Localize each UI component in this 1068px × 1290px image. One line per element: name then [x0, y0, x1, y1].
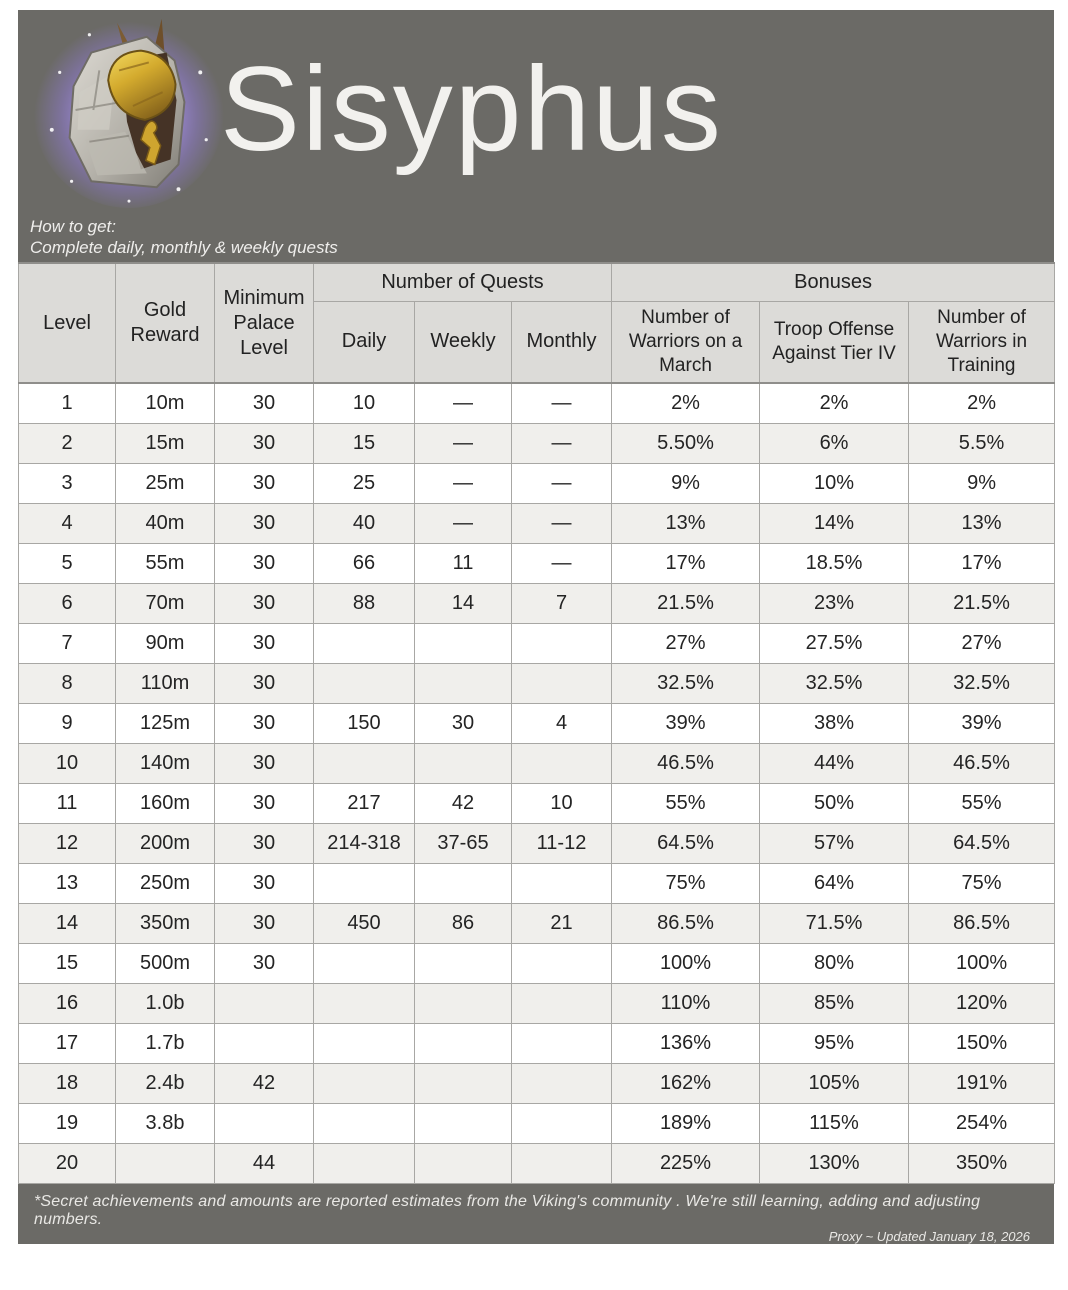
cell-gold-reward: 160m: [116, 783, 215, 823]
column-header-troop-offense-tier4: Troop Offense Against Tier IV: [760, 301, 909, 383]
cell-level: 12: [19, 823, 116, 863]
boulder-rock-icon: [30, 10, 228, 210]
cell-troop-offense-tier4-bonus: 50%: [760, 783, 909, 823]
cell-weekly-quests: —: [415, 503, 512, 543]
cell-warriors-in-training-bonus: 13%: [909, 503, 1055, 543]
cell-warriors-on-march-bonus: 55%: [612, 783, 760, 823]
cell-warriors-on-march-bonus: 189%: [612, 1103, 760, 1143]
table-header: [19, 263, 1055, 383]
cell-gold-reward: 125m: [116, 703, 215, 743]
cell-troop-offense-tier4-bonus: 95%: [760, 1023, 909, 1063]
table-row: [19, 903, 1055, 943]
column-header-warriors-on-march: Number of Warriors on a March: [612, 301, 760, 383]
cell-level: 18: [19, 1063, 116, 1103]
cell-troop-offense-tier4-bonus: 18.5%: [760, 543, 909, 583]
table-row: [19, 1143, 1055, 1183]
cell-troop-offense-tier4-bonus: 44%: [760, 743, 909, 783]
cell-weekly-quests: —: [415, 463, 512, 503]
cell-level: 4: [19, 503, 116, 543]
cell-warriors-on-march-bonus: 17%: [612, 543, 760, 583]
cell-weekly-quests: [415, 1063, 512, 1103]
table-row: [19, 823, 1055, 863]
cell-monthly-quests: [512, 1143, 612, 1183]
cell-daily-quests: [314, 663, 415, 703]
cell-monthly-quests: [512, 623, 612, 663]
cell-weekly-quests: 37-65: [415, 823, 512, 863]
cell-weekly-quests: [415, 1143, 512, 1183]
cell-daily-quests: 66: [314, 543, 415, 583]
cell-level: 5: [19, 543, 116, 583]
cell-warriors-on-march-bonus: 27%: [612, 623, 760, 663]
cell-gold-reward: 10m: [116, 383, 215, 423]
cell-warriors-in-training-bonus: 86.5%: [909, 903, 1055, 943]
cell-gold-reward: 140m: [116, 743, 215, 783]
cell-warriors-on-march-bonus: 64.5%: [612, 823, 760, 863]
table-row: [19, 1023, 1055, 1063]
cell-monthly-quests: 21: [512, 903, 612, 943]
cell-troop-offense-tier4-bonus: 6%: [760, 423, 909, 463]
cell-palace-level: 30: [215, 863, 314, 903]
cell-level: 19: [19, 1103, 116, 1143]
cell-daily-quests: [314, 943, 415, 983]
cell-palace-level: 30: [215, 903, 314, 943]
cell-weekly-quests: —: [415, 423, 512, 463]
cell-daily-quests: [314, 623, 415, 663]
cell-weekly-quests: 11: [415, 543, 512, 583]
cell-daily-quests: 150: [314, 703, 415, 743]
credit-line: Proxy ~ Updated January 18, 2026: [828, 1228, 1030, 1244]
cell-monthly-quests: [512, 663, 612, 703]
cell-daily-quests: [314, 1143, 415, 1183]
cell-daily-quests: [314, 863, 415, 903]
cell-weekly-quests: 14: [415, 583, 512, 623]
cell-weekly-quests: [415, 943, 512, 983]
table-row: [19, 463, 1055, 503]
group-header-number-of-quests: Number of Quests: [314, 263, 612, 301]
how-to-get: [30, 216, 338, 258]
cell-palace-level: 30: [215, 823, 314, 863]
footnote: *Secret achievements and amounts are reported estimates from the Viking's community . We're still learning, adding and adjusting numbers.: [34, 1192, 981, 1228]
cell-daily-quests: [314, 1103, 415, 1143]
cell-monthly-quests: —: [512, 423, 612, 463]
cell-gold-reward: 55m: [116, 543, 215, 583]
column-header-palace-level: Minimum Palace Level: [215, 263, 314, 383]
cell-warriors-on-march-bonus: 136%: [612, 1023, 760, 1063]
column-header-warriors-in-training: Number of Warriors in Training: [909, 301, 1055, 383]
cell-palace-level: 30: [215, 503, 314, 543]
column-header-monthly: Monthly: [512, 301, 612, 383]
cell-monthly-quests: —: [512, 383, 612, 423]
cell-daily-quests: 15: [314, 423, 415, 463]
cell-daily-quests: 88: [314, 583, 415, 623]
cell-warriors-in-training-bonus: 100%: [909, 943, 1055, 983]
cell-monthly-quests: [512, 943, 612, 983]
cell-level: 14: [19, 903, 116, 943]
cell-gold-reward: 3.8b: [116, 1103, 215, 1143]
cell-monthly-quests: —: [512, 463, 612, 503]
cell-gold-reward: 15m: [116, 423, 215, 463]
cell-warriors-on-march-bonus: 100%: [612, 943, 760, 983]
cell-daily-quests: [314, 1023, 415, 1063]
cell-level: 13: [19, 863, 116, 903]
cell-palace-level: 30: [215, 623, 314, 663]
cell-level: 15: [19, 943, 116, 983]
cell-warriors-in-training-bonus: 2%: [909, 383, 1055, 423]
cell-weekly-quests: [415, 663, 512, 703]
cell-warriors-on-march-bonus: 46.5%: [612, 743, 760, 783]
cell-level: 2: [19, 423, 116, 463]
table-row: [19, 543, 1055, 583]
table-row: [19, 383, 1055, 423]
footer: [18, 1184, 1054, 1244]
cell-monthly-quests: [512, 983, 612, 1023]
table-row: [19, 1103, 1055, 1143]
cell-palace-level: [215, 983, 314, 1023]
cell-palace-level: 30: [215, 583, 314, 623]
cell-gold-reward: 350m: [116, 903, 215, 943]
cell-palace-level: 30: [215, 543, 314, 583]
cell-level: 7: [19, 623, 116, 663]
table-row: [19, 983, 1055, 1023]
cell-warriors-in-training-bonus: 75%: [909, 863, 1055, 903]
how-to-get-label: How to get:: [30, 217, 116, 236]
cell-warriors-in-training-bonus: 46.5%: [909, 743, 1055, 783]
cell-warriors-on-march-bonus: 75%: [612, 863, 760, 903]
cell-weekly-quests: [415, 983, 512, 1023]
table-row: [19, 743, 1055, 783]
cell-palace-level: [215, 1023, 314, 1063]
cell-weekly-quests: 86: [415, 903, 512, 943]
cell-warriors-in-training-bonus: 191%: [909, 1063, 1055, 1103]
cell-gold-reward: 90m: [116, 623, 215, 663]
cell-warriors-on-march-bonus: 39%: [612, 703, 760, 743]
cell-warriors-in-training-bonus: 150%: [909, 1023, 1055, 1063]
column-header-level: Level: [19, 263, 116, 383]
cell-daily-quests: [314, 743, 415, 783]
cell-gold-reward: 110m: [116, 663, 215, 703]
page-title: Sisyphus: [220, 42, 723, 176]
hero-banner: [18, 10, 1054, 262]
cell-warriors-on-march-bonus: 13%: [612, 503, 760, 543]
cell-palace-level: 30: [215, 783, 314, 823]
cell-warriors-in-training-bonus: 9%: [909, 463, 1055, 503]
column-header-gold-reward: Gold Reward: [116, 263, 215, 383]
cell-level: 16: [19, 983, 116, 1023]
cell-troop-offense-tier4-bonus: 115%: [760, 1103, 909, 1143]
cell-troop-offense-tier4-bonus: 38%: [760, 703, 909, 743]
cell-monthly-quests: 10: [512, 783, 612, 823]
cell-weekly-quests: 42: [415, 783, 512, 823]
page: [18, 10, 1054, 1244]
cell-monthly-quests: [512, 863, 612, 903]
cell-monthly-quests: —: [512, 503, 612, 543]
cell-gold-reward: 1.0b: [116, 983, 215, 1023]
how-to-get-value: Complete daily, monthly & weekly quests: [30, 238, 338, 257]
table-row: [19, 703, 1055, 743]
table-row: [19, 503, 1055, 543]
cell-level: 10: [19, 743, 116, 783]
cell-gold-reward: [116, 1143, 215, 1183]
table-row: [19, 423, 1055, 463]
cell-warriors-on-march-bonus: 9%: [612, 463, 760, 503]
cell-troop-offense-tier4-bonus: 71.5%: [760, 903, 909, 943]
cell-weekly-quests: [415, 623, 512, 663]
cell-palace-level: 30: [215, 463, 314, 503]
table-row: [19, 863, 1055, 903]
cell-troop-offense-tier4-bonus: 23%: [760, 583, 909, 623]
cell-warriors-on-march-bonus: 225%: [612, 1143, 760, 1183]
cell-warriors-in-training-bonus: 21.5%: [909, 583, 1055, 623]
cell-daily-quests: [314, 983, 415, 1023]
cell-level: 6: [19, 583, 116, 623]
cell-warriors-on-march-bonus: 21.5%: [612, 583, 760, 623]
table-row: [19, 943, 1055, 983]
cell-warriors-in-training-bonus: 5.5%: [909, 423, 1055, 463]
sisyphus-achievement-icon: [30, 10, 228, 210]
cell-warriors-in-training-bonus: 350%: [909, 1143, 1055, 1183]
cell-palace-level: 30: [215, 423, 314, 463]
cell-warriors-on-march-bonus: 32.5%: [612, 663, 760, 703]
cell-monthly-quests: 7: [512, 583, 612, 623]
cell-daily-quests: 10: [314, 383, 415, 423]
cell-level: 11: [19, 783, 116, 823]
cell-daily-quests: 217: [314, 783, 415, 823]
sisyphus-levels-table: [18, 262, 1055, 1184]
cell-troop-offense-tier4-bonus: 14%: [760, 503, 909, 543]
cell-warriors-on-march-bonus: 86.5%: [612, 903, 760, 943]
cell-daily-quests: 214-318: [314, 823, 415, 863]
cell-gold-reward: 25m: [116, 463, 215, 503]
cell-warriors-in-training-bonus: 17%: [909, 543, 1055, 583]
cell-warriors-on-march-bonus: 162%: [612, 1063, 760, 1103]
cell-weekly-quests: 30: [415, 703, 512, 743]
cell-troop-offense-tier4-bonus: 85%: [760, 983, 909, 1023]
cell-gold-reward: 200m: [116, 823, 215, 863]
cell-daily-quests: 25: [314, 463, 415, 503]
cell-palace-level: 44: [215, 1143, 314, 1183]
group-header-bonuses: Bonuses: [612, 263, 1055, 301]
cell-daily-quests: 450: [314, 903, 415, 943]
column-header-daily: Daily: [314, 301, 415, 383]
cell-troop-offense-tier4-bonus: 27.5%: [760, 623, 909, 663]
table-row: [19, 783, 1055, 823]
cell-warriors-in-training-bonus: 55%: [909, 783, 1055, 823]
cell-gold-reward: 500m: [116, 943, 215, 983]
cell-gold-reward: 2.4b: [116, 1063, 215, 1103]
cell-level: 9: [19, 703, 116, 743]
cell-warriors-on-march-bonus: 110%: [612, 983, 760, 1023]
cell-palace-level: 30: [215, 383, 314, 423]
cell-monthly-quests: —: [512, 543, 612, 583]
cell-weekly-quests: [415, 1023, 512, 1063]
cell-monthly-quests: [512, 1023, 612, 1063]
cell-palace-level: 30: [215, 743, 314, 783]
cell-warriors-in-training-bonus: 120%: [909, 983, 1055, 1023]
table-row: [19, 663, 1055, 703]
cell-palace-level: 30: [215, 663, 314, 703]
cell-warriors-in-training-bonus: 32.5%: [909, 663, 1055, 703]
cell-level: 8: [19, 663, 116, 703]
cell-troop-offense-tier4-bonus: 57%: [760, 823, 909, 863]
cell-palace-level: [215, 1103, 314, 1143]
cell-troop-offense-tier4-bonus: 105%: [760, 1063, 909, 1103]
cell-troop-offense-tier4-bonus: 32.5%: [760, 663, 909, 703]
cell-warriors-in-training-bonus: 27%: [909, 623, 1055, 663]
table-row: [19, 623, 1055, 663]
table-row: [19, 583, 1055, 623]
table-row: [19, 1063, 1055, 1103]
cell-daily-quests: [314, 1063, 415, 1103]
cell-troop-offense-tier4-bonus: 10%: [760, 463, 909, 503]
cell-warriors-on-march-bonus: 5.50%: [612, 423, 760, 463]
cell-weekly-quests: —: [415, 383, 512, 423]
cell-weekly-quests: [415, 743, 512, 783]
cell-troop-offense-tier4-bonus: 2%: [760, 383, 909, 423]
cell-weekly-quests: [415, 863, 512, 903]
cell-daily-quests: 40: [314, 503, 415, 543]
cell-weekly-quests: [415, 1103, 512, 1143]
cell-warriors-on-march-bonus: 2%: [612, 383, 760, 423]
cell-troop-offense-tier4-bonus: 64%: [760, 863, 909, 903]
cell-palace-level: 30: [215, 703, 314, 743]
cell-troop-offense-tier4-bonus: 130%: [760, 1143, 909, 1183]
cell-level: 20: [19, 1143, 116, 1183]
cell-warriors-in-training-bonus: 64.5%: [909, 823, 1055, 863]
cell-monthly-quests: [512, 1103, 612, 1143]
cell-warriors-in-training-bonus: 254%: [909, 1103, 1055, 1143]
cell-monthly-quests: [512, 1063, 612, 1103]
cell-gold-reward: 40m: [116, 503, 215, 543]
cell-monthly-quests: 11-12: [512, 823, 612, 863]
cell-gold-reward: 70m: [116, 583, 215, 623]
cell-monthly-quests: [512, 743, 612, 783]
cell-gold-reward: 1.7b: [116, 1023, 215, 1063]
cell-level: 3: [19, 463, 116, 503]
cell-level: 17: [19, 1023, 116, 1063]
cell-warriors-in-training-bonus: 39%: [909, 703, 1055, 743]
column-header-weekly: Weekly: [415, 301, 512, 383]
cell-monthly-quests: 4: [512, 703, 612, 743]
cell-palace-level: 42: [215, 1063, 314, 1103]
cell-gold-reward: 250m: [116, 863, 215, 903]
cell-palace-level: 30: [215, 943, 314, 983]
table-body: [19, 383, 1055, 1183]
cell-troop-offense-tier4-bonus: 80%: [760, 943, 909, 983]
cell-level: 1: [19, 383, 116, 423]
